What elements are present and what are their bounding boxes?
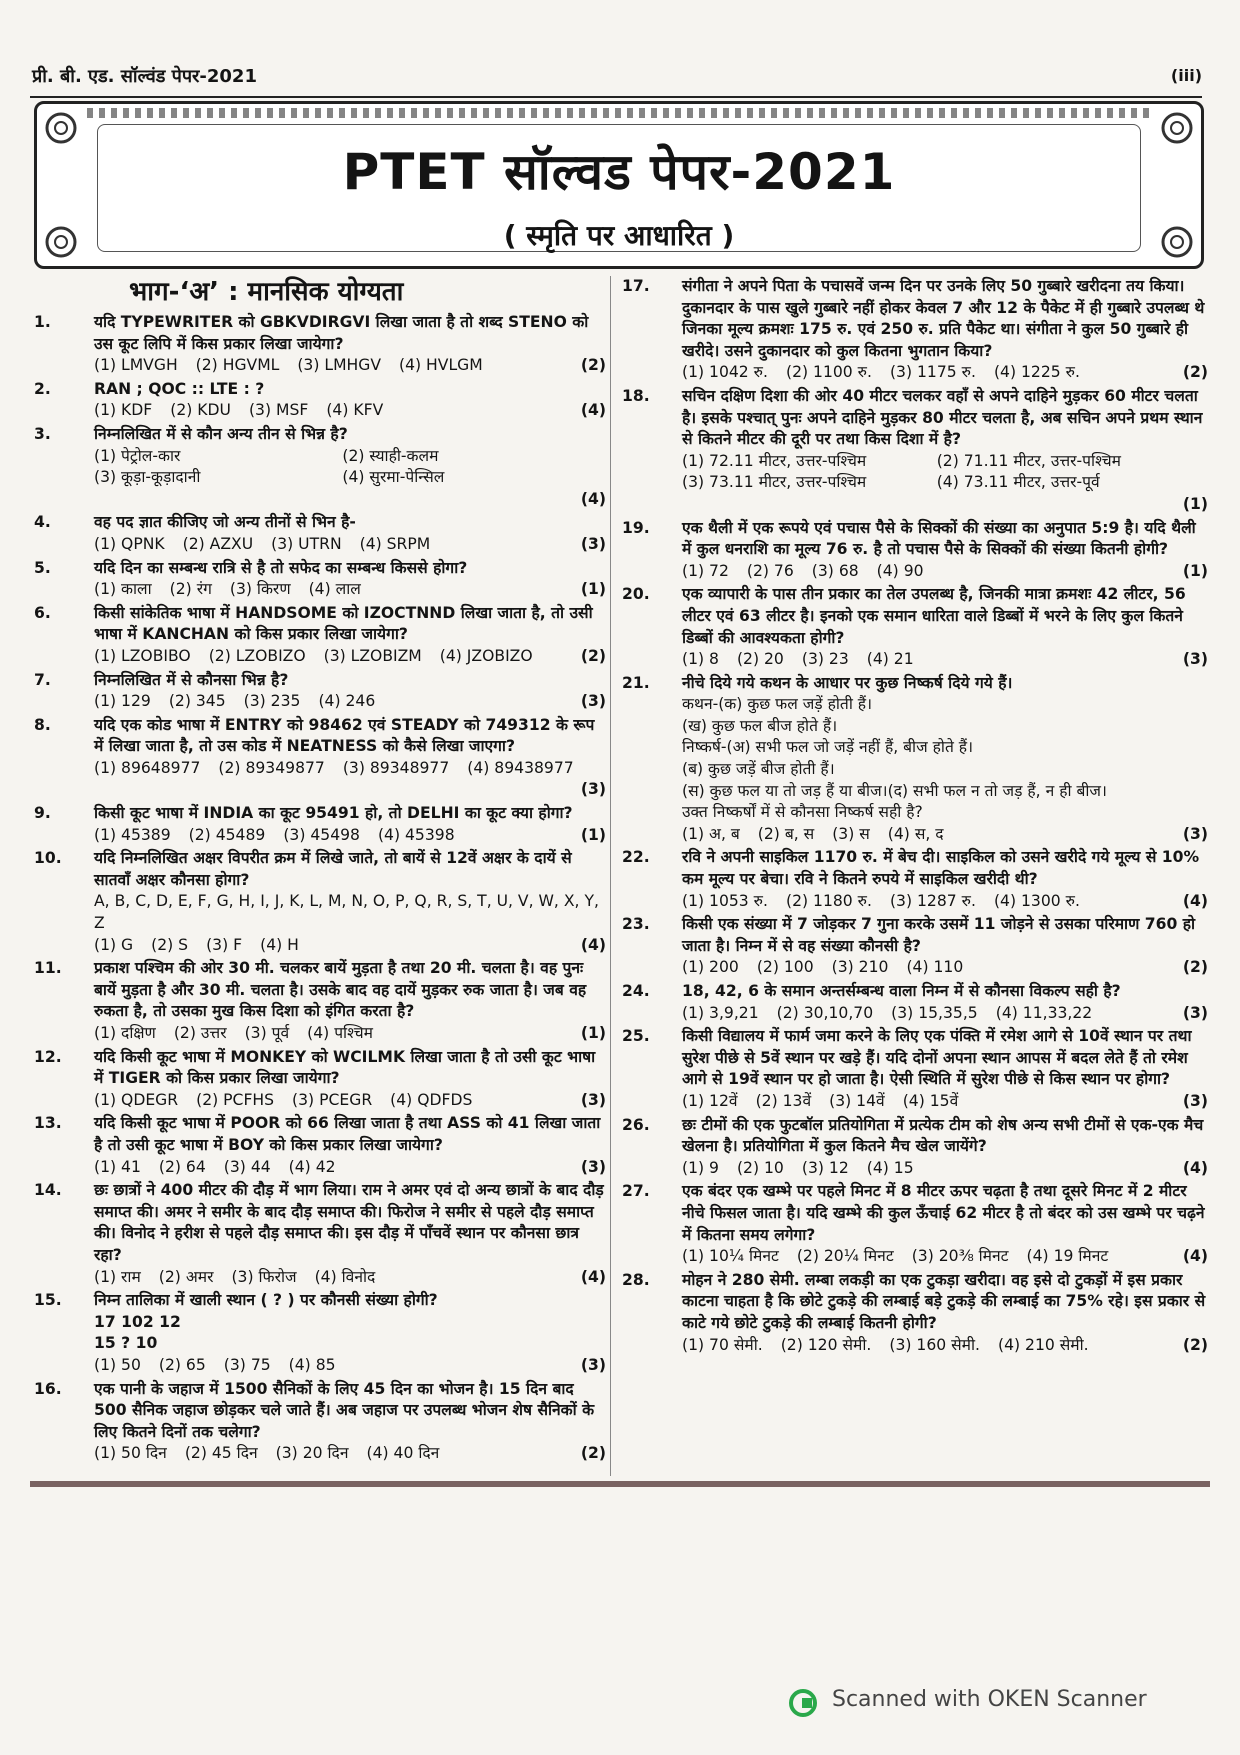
answer-option: (2) AZXU (182, 534, 254, 553)
answer-option: (1) G (94, 935, 134, 954)
answer-option: (2) HGVML (195, 356, 280, 375)
answer-option: (1) 1053 रु. (682, 891, 768, 910)
page-subtitle: ( स्मृति पर आधारित ) (503, 219, 735, 252)
question-number: 14. (34, 1181, 62, 1200)
question-item (622, 981, 1208, 1024)
ornament-border (87, 108, 1151, 118)
question-item (34, 1180, 606, 1288)
question-text: RAN ; QOC :: LTE : ? (94, 379, 265, 398)
question-number: 21. (622, 673, 650, 692)
answer-option: (1) 89648977 (94, 758, 201, 777)
answer-option: (2) LZOBIZO (208, 646, 306, 665)
question-item (622, 584, 1208, 670)
answer-option: (2) 89349877 (218, 758, 325, 777)
column-divider (610, 276, 611, 1476)
answer-option: (1) काला (94, 580, 152, 599)
answer-option: (2) 20 (736, 650, 784, 669)
answer-options (94, 1267, 606, 1289)
answer-option: (4) HVLGM (399, 356, 483, 375)
question-item (34, 1113, 606, 1178)
answer-option: (2) 1100 रु. (785, 363, 872, 382)
question-number: 15. (34, 1291, 62, 1310)
question-number: 9. (34, 804, 51, 823)
answer-option: (3) 73.11 मीटर, उत्तर-पश्चिम (682, 473, 867, 492)
answer-option: (3) 1287 रु. (889, 891, 976, 910)
answer-option: (3) कूड़ा-कूड़ादानी (94, 468, 201, 487)
answer-options (94, 691, 606, 713)
answer-options (682, 451, 1208, 516)
correct-answer: (3) (580, 1090, 606, 1109)
answer-option: (1) 12वें (682, 1091, 738, 1110)
correct-answer: (3) (580, 780, 606, 799)
answer-options (682, 1246, 1208, 1268)
question-number: 12. (34, 1047, 62, 1066)
correct-answer: (2) (580, 356, 606, 375)
answer-option: (2) 20¼ मिनट (796, 1247, 894, 1266)
answer-options (94, 646, 606, 668)
question-item (622, 518, 1208, 583)
question-text: किसी सांकेतिक भाषा में HANDSOME को IZOCTNND लिखा जाता है, तो उसी भाषा में KANCHAN को किस प्रकार लिखा जायेगा? (94, 603, 593, 644)
answer-options (682, 957, 1208, 979)
question-item (622, 1181, 1208, 1267)
question-item (622, 1026, 1208, 1112)
question-number: 19. (622, 518, 650, 537)
answer-option: (2) 30,10,70 (776, 1003, 874, 1022)
answer-option: (4) H (260, 935, 299, 954)
answer-option: (2) KDU (170, 401, 231, 420)
answer-options (94, 758, 606, 801)
question-text: 18, 42, 6 के समान अन्तर्सम्बन्ध वाला निम्न में से कौनसा विकल्प सही है? (682, 982, 1121, 1000)
question-number: 3. (34, 424, 51, 443)
answer-option: (1) KDF (94, 401, 153, 420)
answer-options (94, 1443, 606, 1465)
question-text: किसी विद्यालय में फार्म जमा करने के लिए एक पंक्ति में रमेश आगे से 10वें स्थान पर तथा सुरेश पीछे से 5वें स्थान पर खड़े हैं। यदि दोनों अपना स्थान आपस में बदल लेते हैं तो रमेश आगे से 19वें स्थान पर हो जाता है। ऐसी स्थिति में सुरेश पीछे से किस स्थान पर होगा? (682, 1027, 1192, 1089)
answer-option: (1) 45389 (94, 825, 171, 844)
answer-option: (2) स्याही-कलम (342, 446, 439, 465)
correct-answer: (4) (580, 489, 606, 508)
question-text: निम्न तालिका में खाली स्थान ( ? ) पर कौनसी संख्या होगी? (94, 1291, 438, 1310)
question-item (34, 803, 606, 846)
answer-option: (1) 72.11 मीटर, उत्तर-पश्चिम (682, 451, 867, 470)
answer-option: (3) 68 (811, 561, 859, 580)
answer-option: (2) S (151, 935, 189, 954)
question-item (622, 276, 1208, 384)
answer-options (682, 1091, 1208, 1113)
correct-answer: (2) (1182, 958, 1208, 977)
answer-options (682, 824, 1208, 846)
statement-line: (ख) कुछ फल बीज होते हैं। (682, 716, 838, 735)
answer-option: (4) 85 (288, 1355, 336, 1374)
answer-option: (4) 45398 (377, 825, 455, 844)
question-number: 1. (34, 313, 51, 331)
question-number: 20. (622, 585, 650, 604)
answer-option: (2) 45489 (188, 825, 266, 844)
question-number: 18. (622, 386, 650, 405)
question-item (34, 958, 606, 1044)
question-item (34, 603, 606, 668)
question-text: यदि किसी कूट भाषा में MONKEY को WCILMK लिखा जाता है तो उसी कूट भाषा में TIGER को किस प्रकार लिखा जायेगा? (94, 1047, 596, 1088)
answer-option: (2) 120 सेमी. (780, 1335, 872, 1354)
answer-option: (1) 3,9,21 (682, 1003, 759, 1022)
answer-option: (1) 8 (682, 650, 719, 669)
question-number: 13. (34, 1114, 62, 1133)
answer-options (682, 362, 1208, 384)
question-number: 24. (622, 982, 650, 1000)
question-number: 22. (622, 848, 650, 867)
correct-answer: (1) (1182, 561, 1208, 580)
statement-line: निष्कर्ष-(अ) सभी फल जो जड़ें नहीं हैं, बीज होते हैं। (682, 738, 973, 757)
answer-option: (1) QDEGR (94, 1090, 179, 1109)
question-text: यदि निम्नलिखित अक्षर विपरीत क्रम में लिखे जाते, तो बायें से 12वें अक्षर के दायें से सातवाँ अक्षर कौनसा होगा? (94, 849, 572, 889)
question-number: 25. (622, 1027, 650, 1046)
number-table-row: 17 102 12 (94, 1312, 181, 1331)
section-title: भाग-‘अ’ : मानसिक योग्यता (129, 277, 404, 307)
question-text: मोहन ने 280 सेमी. लम्बा लकड़ी का एक टुकड़ा खरीदा। वह इसे दो टुकड़ों में इस प्रकार काटना चाहता है कि छोटे टुकड़े की लम्बाई बड़े टुकड़े की लम्बाई का 75% रहे। इस प्रकार से काटे गये छोटे टुकड़े की लम्बाई कितनी होगी? (682, 1270, 1206, 1332)
answer-option: (3) 75 (223, 1355, 271, 1374)
correct-answer: (3) (580, 1355, 606, 1374)
statement-line: (ब) कुछ जड़ें बीज होती हैं। (682, 760, 835, 779)
answer-option: (4) पश्चिम (307, 1024, 373, 1042)
answer-option: (3) 89348977 (342, 758, 450, 777)
answer-option: (4) 42 (288, 1157, 336, 1176)
question-item (622, 386, 1208, 516)
answer-option: (3) 20 दिन (275, 1444, 349, 1463)
question-item (34, 670, 606, 713)
question-item (34, 558, 606, 601)
answer-option: (1) 70 सेमी. (682, 1335, 763, 1354)
correct-answer: (1) (580, 1024, 606, 1042)
answer-option: (1) 50 (94, 1355, 141, 1374)
question-item (34, 512, 606, 555)
correct-answer: (1) (1182, 494, 1208, 513)
answer-option: (2) 45 दिन (184, 1444, 258, 1463)
letter-sequence: A, B, C, D, E, F, G, H, I, J, K, L, M, N, O, P, Q, R, S, T, U, V, W, X, Y, Z (94, 892, 599, 933)
right-column (622, 276, 1208, 1358)
answer-option: (1) 9 (682, 1158, 719, 1177)
answer-option: (2) रंग (169, 580, 212, 599)
answer-option: (4) 90 (876, 561, 924, 580)
answer-option: (1) 41 (94, 1157, 141, 1176)
question-text: छः छात्रों ने 400 मीटर की दौड़ में भाग लिया। राम ने अमर एवं दो अन्य छात्रों के बाद दौड़ समाप्त की। अमर ने समीर के बाद दौड़ समाप्त की। फिरोज ने समीर से पहले दौड़ समाप्त की। विनोद ने हरीश से पहले दौड़ समाप्त की। इस दौड़ में पाँचवें स्थान पर कौनसा छात्र रहा? (94, 1181, 604, 1264)
answer-options (94, 1090, 606, 1112)
answer-option: (3) UTRN (271, 534, 342, 553)
answer-option: (3) 20⅜ मिनट (911, 1247, 1009, 1266)
answer-option: (4) 1300 रु. (993, 891, 1080, 910)
correct-answer: (4) (580, 935, 606, 954)
question-item (622, 914, 1208, 979)
left-column (34, 276, 606, 1467)
answer-option: (3) 44 (223, 1157, 271, 1176)
question-number: 4. (34, 513, 51, 532)
question-text: यदि एक कोड भाषा में ENTRY को 98462 एवं STEADY को 749312 के रूप में लिखा जाता है, तो उस कोड में NEATNESS को कैसे लिखा जाएगा? (94, 715, 595, 756)
answer-options (682, 891, 1208, 913)
question-item (622, 673, 1208, 846)
question-number: 26. (622, 1115, 650, 1134)
answer-option: (4) 40 दिन (366, 1444, 440, 1463)
question-number: 5. (34, 558, 51, 577)
correct-answer: (4) (1182, 891, 1208, 910)
question-text: यदि TYPEWRITER को GBKVDIRGVI लिखा जाता है तो शब्द STENO को उस कूट लिपि में किस प्रकार लिखा जायेगा? (94, 313, 589, 353)
answer-option: (4) JZOBIZO (439, 646, 533, 665)
footer-rule (30, 1481, 1210, 1487)
correct-answer: (4) (1182, 1158, 1208, 1177)
answer-option: (3) 1175 रु. (889, 363, 976, 382)
answer-option: (4) लाल (308, 580, 361, 599)
question-text: संगीता ने अपने पिता के पचासवें जन्म दिन पर उनके लिए 50 गुब्बारे खरीदना तय किया। दुकानदार के पास खुले गुब्बारे नहीं होकर केवल 7 और 12 के पैकेट में ही गुब्बारे उपलब्ध थे जिनका मूल्य क्रमशः 175 रु. एवं 250 रु. प्रति पैकेट था। संगीता ने कुल 50 गुब्बारे ही खरीदे। उसने दुकानदार को कुल कितना भुगतान किया? (682, 277, 1205, 360)
answer-option: (1) पेट्रोल-कार (94, 446, 181, 465)
question-text: प्रकाश पश्चिम की ओर 30 मी. चलकर बायें मुड़ता है तथा 20 मी. चलता है। वह पुनः बायें मुड़ता है और 30 मी. चलता है। उसके बाद वह दायें मुड़कर रुक जाता है। जब वह रुकता है, तो उसका मुख किस दिशा को इंगित करता है? (94, 959, 587, 1021)
answer-option: (2) 71.11 मीटर, उत्तर-पश्चिम (936, 451, 1121, 470)
answer-option: (3) 14वें (829, 1091, 885, 1110)
answer-options (682, 649, 1208, 671)
answer-options (94, 825, 606, 847)
answer-option: (3) LZOBIZM (323, 646, 422, 665)
answer-option: (4) 11,33,22 (995, 1003, 1093, 1022)
question-item (34, 1379, 606, 1465)
answer-option: (2) ब, स (757, 824, 815, 843)
question-text: एक पानी के जहाज में 1500 सैनिकों के लिए 45 दिन का भोजन है। 15 दिन बाद 500 सैनिक जहाज छोड़कर चले जाते हैं। अब जहाज पर उपलब्ध भोजन शेष सैनिकों के लिए कितने दिनों तक चलेगा? (94, 1379, 595, 1441)
question-text: यदि किसी कूट भाषा में POOR को 66 लिखा जाता है तथा ASS को 41 लिखा जाता है तो उसी कूट भाषा में BOY को किस प्रकार लिखा जायेगा? (94, 1114, 601, 1154)
correct-answer: (1) (580, 825, 606, 844)
question-item (622, 1270, 1208, 1356)
question-number: 23. (622, 915, 650, 934)
running-header-title: प्री. बी. एड. सॉल्वंड पेपर-2021 (32, 66, 257, 87)
question-number: 27. (622, 1182, 650, 1201)
answer-option: (2) 65 (158, 1355, 206, 1374)
answer-option: (3) 160 सेमी. (889, 1335, 980, 1354)
correct-answer: (4) (580, 1267, 606, 1286)
answer-options (682, 1003, 1208, 1025)
answer-option: (3) किरण (229, 580, 291, 599)
question-item (34, 715, 606, 801)
answer-options (94, 935, 606, 957)
question-number: 10. (34, 849, 62, 868)
answer-options (682, 561, 1208, 583)
question-number: 8. (34, 715, 51, 734)
answer-option: (3) 12 (801, 1158, 849, 1177)
scanner-watermark: Scanned with OKEN Scanner (832, 1687, 1147, 1712)
question-text: यदि दिन का सम्बन्ध रात्रि से है तो सफेद का सम्बन्ध किससे होगा? (94, 558, 468, 577)
header-rule (30, 96, 1202, 98)
answer-option: (1) 72 (682, 561, 729, 580)
answer-option: (3) LMHGV (297, 356, 382, 375)
answer-option: (4) 73.11 मीटर, उत्तर-पूर्व (936, 473, 1100, 492)
answer-options (94, 446, 606, 511)
answer-option: (2) उत्तर (173, 1024, 227, 1042)
answer-option: (4) 246 (318, 692, 376, 711)
page-number: (iii) (1170, 66, 1202, 85)
answer-option: (4) 89438977 (467, 758, 574, 777)
answer-options (94, 579, 606, 601)
answer-option: (1) LMVGH (94, 356, 178, 375)
question-text: एक व्यापारी के पास तीन प्रकार का तेल उपलब्ध है, जिनकी मात्रा क्रमशः 42 लीटर, 56 लीटर एवं 63 लीटर है। इनको एक समान धारिता वाले डिब्बों में भरने के लिए कुल कितने डिब्बों की आवश्यकता होगी? (682, 585, 1186, 647)
answer-option: (3) F (206, 935, 243, 954)
answer-option: (4) 15वें (902, 1091, 959, 1110)
answer-option: (3) फिरोज (231, 1267, 297, 1286)
answer-option: (2) 64 (158, 1157, 206, 1176)
answer-options (94, 355, 606, 377)
correct-answer: (4) (1182, 1247, 1208, 1266)
question-text: सचिन दक्षिण दिशा की ओर 40 मीटर चलकर वहाँ से अपने दाहिने मुड़कर 60 मीटर चलता है। इसके पश्चात् पुनः अपने दाहिने मुड़कर 80 मीटर चलता है, अब सचिन अपने प्रथम स्थान से कितने मीटर की दूरी पर तथा किस दिशा में है? (682, 386, 1203, 449)
question-item (34, 848, 606, 956)
answer-option: (2) 10 (736, 1158, 784, 1177)
correct-answer: (2) (1182, 1335, 1208, 1354)
number-table-row: 15 ? 10 (94, 1334, 158, 1353)
answer-option: (1) 50 दिन (94, 1444, 167, 1463)
answer-option: (2) 345 (168, 692, 226, 711)
question-number: 6. (34, 603, 51, 622)
answer-option: (2) 13वें (755, 1091, 812, 1110)
answer-option: (3) 235 (243, 692, 301, 711)
answer-option: (3) 210 (831, 958, 889, 977)
answer-options (682, 1335, 1208, 1357)
answer-option: (4) 110 (906, 958, 964, 977)
question-text: एक थैली में एक रूपये एवं पचास पैसे के सिक्कों की संख्या का अनुपात 5:9 है। यदि थैली में कुल धनराशि का मूल्य 76 रु. है तो पचास पैसे के सिक्कों की संख्या कितनी होगी? (682, 518, 1196, 559)
answer-option: (4) 1225 रु. (993, 363, 1080, 382)
question-text: एक बंदर एक खम्भे पर पहले मिनट में 8 मीटर ऊपर चढ़ता है तथा दूसरे मिनट में 2 मीटर नीचे फिसल जाता है। यदि खम्भे की कुल ऊँचाई 62 मीटर है तो बंदर को उस खम्भे पर चढ़ने में कितना समय लगेगा? (682, 1182, 1205, 1244)
answer-option: (1) अ, ब (682, 824, 740, 843)
answer-option: (1) राम (94, 1267, 141, 1286)
answer-option: (3) MSF (248, 401, 309, 420)
correct-answer: (1) (580, 580, 606, 599)
answer-options (94, 534, 606, 556)
answer-option: (4) 15 (866, 1158, 914, 1177)
correct-answer: (3) (1182, 1003, 1208, 1022)
answer-option: (3) 15,35,5 (891, 1003, 978, 1022)
question-number: 2. (34, 379, 51, 398)
question-text: किसी कूट भाषा में INDIA का कूट 95491 हो, तो DELHI का कूट क्या होगा? (94, 804, 573, 823)
answer-option: (4) 210 सेमी. (998, 1335, 1089, 1354)
answer-option: (2) 1180 रु. (785, 891, 872, 910)
question-item (34, 1047, 606, 1112)
title-banner (34, 101, 1204, 269)
answer-option: (1) QPNK (94, 534, 165, 553)
answer-option: (2) अमर (158, 1267, 214, 1286)
correct-answer: (3) (580, 692, 606, 711)
answer-option: (4) सुरमा-पेन्सिल (342, 468, 445, 487)
question-number: 11. (34, 959, 62, 978)
answer-option: (4) KFV (326, 401, 384, 420)
answer-option: (2) 76 (746, 561, 794, 580)
question-text: रवि ने अपनी साइकिल 1170 रु. में बेच दी। साइकिल को उसने खरीदे गये मूल्य से 10% कम मूल्य पर बेचा। रवि ने कितने रुपये में साइकिल खरीदी थी? (682, 848, 1200, 889)
answer-option: (3) 45498 (283, 825, 360, 844)
answer-options (94, 400, 606, 422)
answer-option: (4) SRPM (359, 534, 431, 553)
question-text: वह पद ज्ञात कीजिए जो अन्य तीनों से भिन है- (94, 513, 356, 532)
answer-options (94, 1355, 606, 1377)
question-number: 17. (622, 277, 650, 295)
answer-option: (2) 100 (756, 958, 814, 977)
scanner-logo-icon (788, 1688, 818, 1718)
answer-option: (4) 21 (866, 650, 914, 669)
question-item (622, 1115, 1208, 1180)
answer-options (94, 1023, 606, 1045)
question-text: नीचे दिये गये कथन के आधार पर कुछ निष्कर्ष दिये गये हैं। (682, 673, 1013, 692)
correct-answer: (4) (580, 401, 606, 420)
question-item (622, 847, 1208, 912)
question-item (34, 312, 606, 377)
answer-option: (4) QDFDS (390, 1090, 473, 1109)
statement-line: (स) कुछ फल या तो जड़ हैं या बीज।(द) सभी फल न तो जड़ हैं, न ही बीज। (682, 781, 1107, 800)
correct-answer: (3) (580, 1157, 606, 1176)
question-number: 16. (34, 1379, 62, 1398)
correct-answer: (2) (1182, 363, 1208, 382)
question-text: निम्नलिखित में से कौनसा भिन्न है? (94, 670, 289, 689)
correct-answer: (3) (1182, 824, 1208, 843)
answer-option: (3) स (832, 824, 870, 843)
answer-option: (1) 200 (682, 958, 739, 977)
answer-option: (3) PCEGR (292, 1090, 373, 1109)
answer-option: (3) पूर्व (244, 1024, 290, 1042)
correct-answer: (3) (580, 534, 606, 553)
question-item (34, 1290, 606, 1376)
answer-option: (1) LZOBIBO (94, 646, 191, 665)
correct-answer: (3) (1182, 1091, 1208, 1110)
answer-option: (1) दक्षिण (94, 1024, 156, 1042)
question-item (34, 379, 606, 422)
question-text: निम्नलिखित में से कौन अन्य तीन से भिन्न है? (94, 424, 348, 443)
statement-line: उक्त निष्कर्षों में से कौनसा निष्कर्ष सही है? (682, 803, 923, 822)
answer-options (682, 1158, 1208, 1180)
question-item (34, 424, 606, 510)
answer-option: (4) 19 मिनट (1026, 1247, 1109, 1266)
question-text: किसी एक संख्या में 7 जोड़कर 7 गुना करके उसमें 11 जोड़ने से उसका परिमाण 760 हो जाता है। निम्न में से वह संख्या कौनसी है? (682, 915, 1196, 955)
correct-answer: (3) (1182, 650, 1208, 669)
answer-option: (4) स, द (887, 824, 944, 843)
answer-option: (4) विनोद (314, 1267, 376, 1286)
page-title: PTET सॉल्वड पेपर-2021 (342, 143, 896, 201)
answer-option: (2) PCFHS (196, 1090, 275, 1109)
correct-answer: (2) (580, 646, 606, 665)
statement-line: कथन-(क) कुछ फल जड़ें होती हैं। (682, 695, 873, 714)
answer-option: (1) 10¼ मिनट (682, 1247, 779, 1266)
question-number: 7. (34, 670, 51, 689)
answer-option: (1) 129 (94, 692, 151, 711)
answer-option: (1) 1042 रु. (682, 363, 768, 382)
answer-options (94, 1157, 606, 1179)
question-text: छः टीमों की एक फुटबॉल प्रतियोगिता में प्रत्येक टीम को शेष अन्य सभी टीमों से एक-एक मैच खेलना है। प्रतियोगिता में कुल कितने मैच खेल जायेंगे? (682, 1115, 1204, 1156)
question-number: 28. (622, 1270, 650, 1289)
answer-option: (3) 23 (801, 650, 849, 669)
correct-answer: (2) (580, 1444, 606, 1463)
